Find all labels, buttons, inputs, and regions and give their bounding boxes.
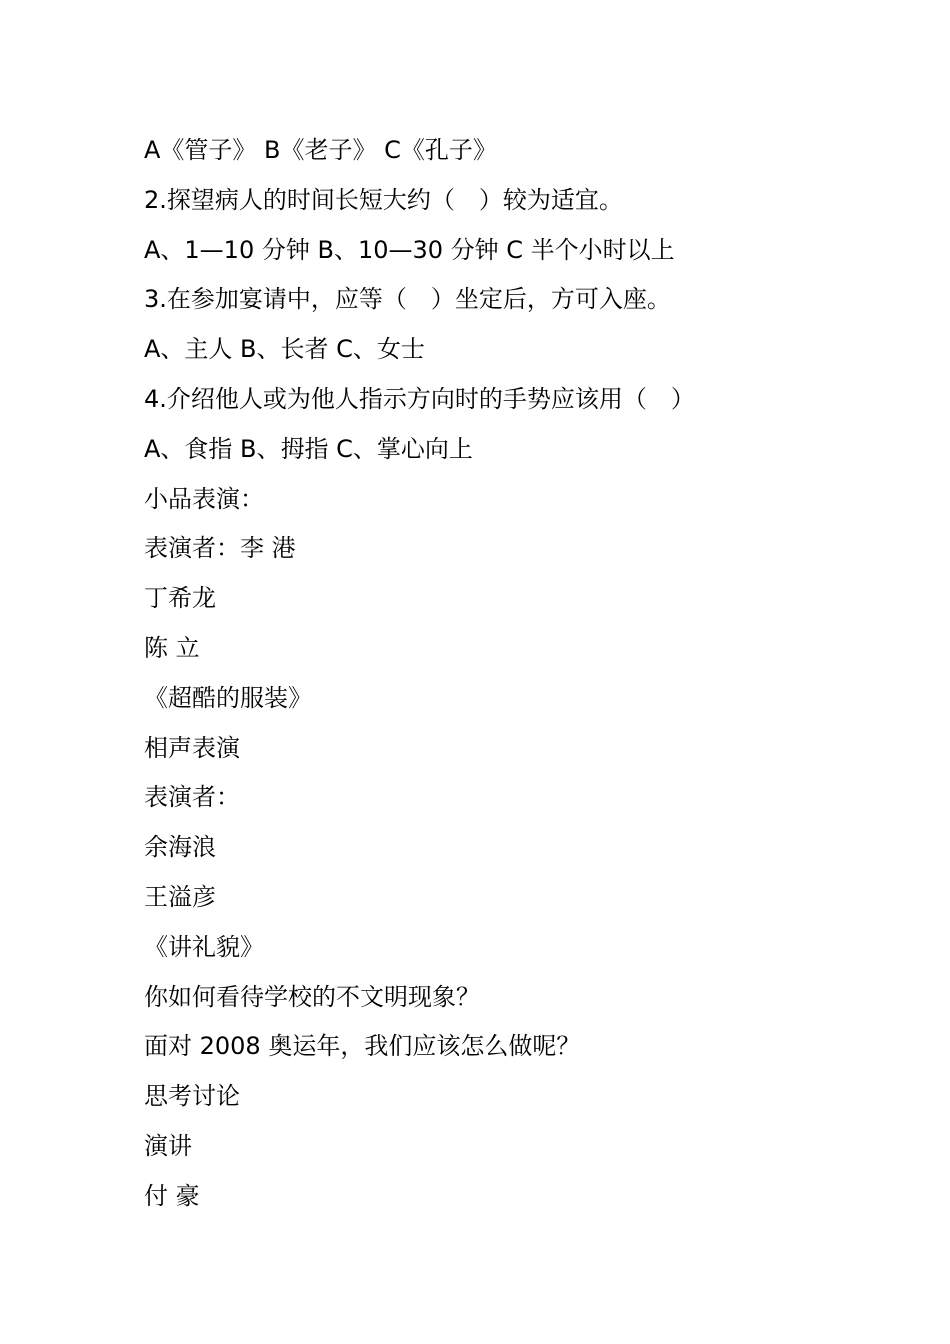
question-3-options: A、主人 B、长者 C、女士 xyxy=(144,335,425,364)
speech-performer: 付 豪 xyxy=(144,1181,200,1210)
skit-performer-3: 陈 立 xyxy=(144,633,200,662)
question-4-options: A、食指 B、拇指 C、掌心向上 xyxy=(144,434,473,463)
skit-title: 《超酷的服装》 xyxy=(144,683,312,712)
question-4: 4.介绍他人或为他人指示方向时的手势应该用（ ） xyxy=(144,384,695,413)
document-body xyxy=(144,126,824,1222)
question-2-options: A、1—10 分钟 B、10—30 分钟 C 半个小时以上 xyxy=(144,235,675,264)
crosstalk-performers-label: 表演者： xyxy=(144,783,240,812)
question-3: 3.在参加宴请中，应等（ ）坐定后，方可入座。 xyxy=(144,285,671,314)
skit-heading: 小品表演： xyxy=(144,484,264,513)
question-1-options: A《管子》 B《老子》 C《孔子》 xyxy=(144,136,497,164)
skit-performer-1: 表演者：李 港 xyxy=(144,534,296,563)
discussion-question-2: 面对 2008 奥运年，我们应该怎么做呢？ xyxy=(144,1032,581,1061)
discussion-heading: 思考讨论 xyxy=(144,1082,240,1111)
crosstalk-heading: 相声表演 xyxy=(144,733,240,762)
crosstalk-performer-2: 王溢彦 xyxy=(144,882,216,911)
crosstalk-performer-1: 余海浪 xyxy=(144,833,216,862)
crosstalk-title: 《讲礼貌》 xyxy=(144,932,264,961)
question-2: 2.探望病人的时间长短大约（ ）较为适宜。 xyxy=(144,185,623,214)
speech-heading: 演讲 xyxy=(144,1131,192,1160)
skit-performer-2: 丁希龙 xyxy=(144,584,216,613)
discussion-question-1: 你如何看待学校的不文明现象？ xyxy=(144,982,480,1011)
